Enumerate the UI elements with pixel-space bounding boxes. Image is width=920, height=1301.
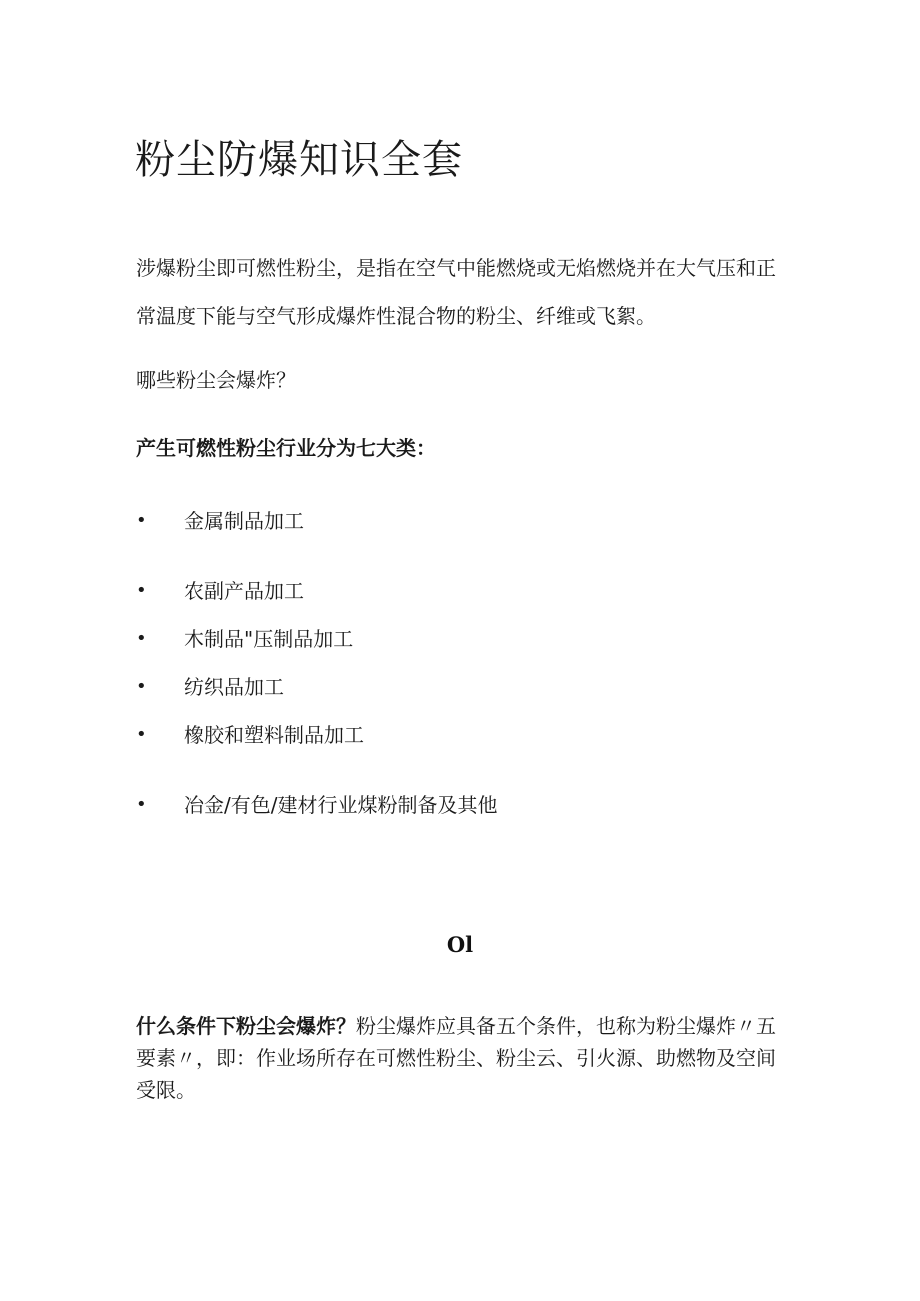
section-number: Ol <box>446 932 474 957</box>
bullet-icon: • <box>136 628 147 649</box>
list-item <box>136 790 736 820</box>
document-title: 粉尘防爆知识全套 <box>135 137 463 183</box>
conditions-lead: 什么条件下粉尘会爆炸？ <box>136 1014 356 1038</box>
list-item-text: 金属制品加工 <box>184 509 304 533</box>
list-item-text: 纺织品加工 <box>184 675 284 699</box>
conditions-paragraph <box>136 1010 786 1106</box>
conditions-text: 粉尘爆炸应具备五个条件，也称为粉尘爆炸〃五要素〃，即：作业场所存在可燃性粉尘、粉尘云、引火源、助燃物及空间受限。 <box>136 1014 776 1102</box>
bullet-icon: • <box>136 676 147 697</box>
bullet-icon: • <box>136 510 147 531</box>
list-item <box>136 506 736 536</box>
bullet-icon: • <box>136 794 147 815</box>
list-item-text: 农副产品加工 <box>184 579 304 603</box>
list-item <box>136 576 736 606</box>
bullet-icon: • <box>136 580 147 601</box>
list-item-text: 橡胶和塑料制品加工 <box>184 723 364 747</box>
question-line: 哪些粉尘会爆炸？ <box>136 368 296 392</box>
intro-paragraph: 涉爆粉尘即可燃性粉尘，是指在空气中能燃烧或无焰燃烧并在大气压和正常温度下能与空气形成爆炸性混合物的粉尘、纤维或飞絮。 <box>136 256 776 328</box>
list-item <box>136 720 736 750</box>
list-item <box>136 624 736 654</box>
list-item-text: 木制品"压制品加工 <box>184 627 354 651</box>
list-item-text: 冶金/有色/建材行业煤粉制备及其他 <box>184 793 498 817</box>
bullet-icon: • <box>136 724 147 745</box>
categories-heading: 产生可燃性粉尘行业分为七大类： <box>136 436 436 460</box>
list-item <box>136 672 736 702</box>
